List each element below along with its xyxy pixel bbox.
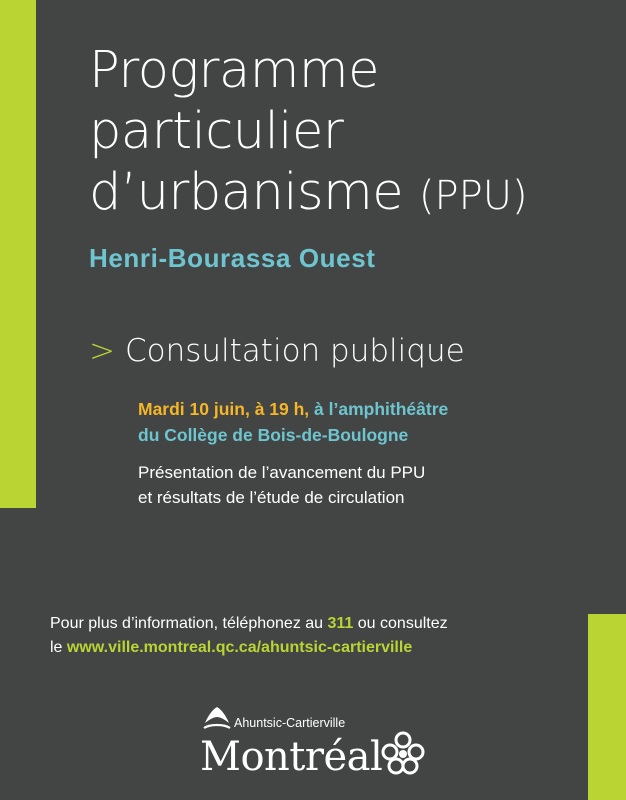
event-place-line-1: à l’amphithéâtre	[314, 399, 449, 419]
borough-mark-icon	[202, 706, 232, 732]
chevron-right-icon: >	[89, 333, 115, 369]
contact-info	[50, 612, 590, 660]
info-prefix: Pour plus d’information, téléphonez au	[50, 615, 324, 632]
borough-name: Ahuntsic-Cartierville	[234, 716, 346, 730]
consultation-heading	[89, 333, 465, 369]
info-le: le	[50, 639, 63, 656]
title-line-2: particulier	[89, 102, 344, 161]
page-title	[89, 40, 609, 227]
city-name: Montréal	[200, 734, 383, 780]
rosette-flower-icon	[380, 730, 426, 778]
description-line-2: et résultats de l’étude de circulation	[138, 488, 405, 507]
info-middle: ou consultez	[357, 615, 448, 632]
phone-number: 311	[327, 615, 354, 632]
consultation-label: Consultation publique	[124, 333, 465, 369]
event-details	[138, 396, 578, 448]
left-accent-bar	[0, 0, 36, 508]
montreal-logo	[200, 702, 440, 792]
title-abbreviation: (PPU)	[418, 173, 528, 219]
event-description	[138, 460, 578, 510]
description-line-1: Présentation de l’avancement du PPU	[138, 463, 426, 482]
event-place-line-2: du Collège de Bois-de-Boulogne	[138, 425, 409, 445]
right-accent-bar	[588, 614, 626, 800]
title-line-3-main: d’urbanisme	[89, 163, 404, 222]
event-date: Mardi 10 juin, à 19 h,	[138, 399, 310, 419]
title-line-1: Programme	[89, 41, 379, 100]
website-link[interactable]: www.ville.montreal.qc.ca/ahuntsic-cartierville	[66, 639, 413, 656]
subtitle: Henri-Bourassa Ouest	[89, 243, 376, 273]
title-line-3	[89, 162, 609, 227]
